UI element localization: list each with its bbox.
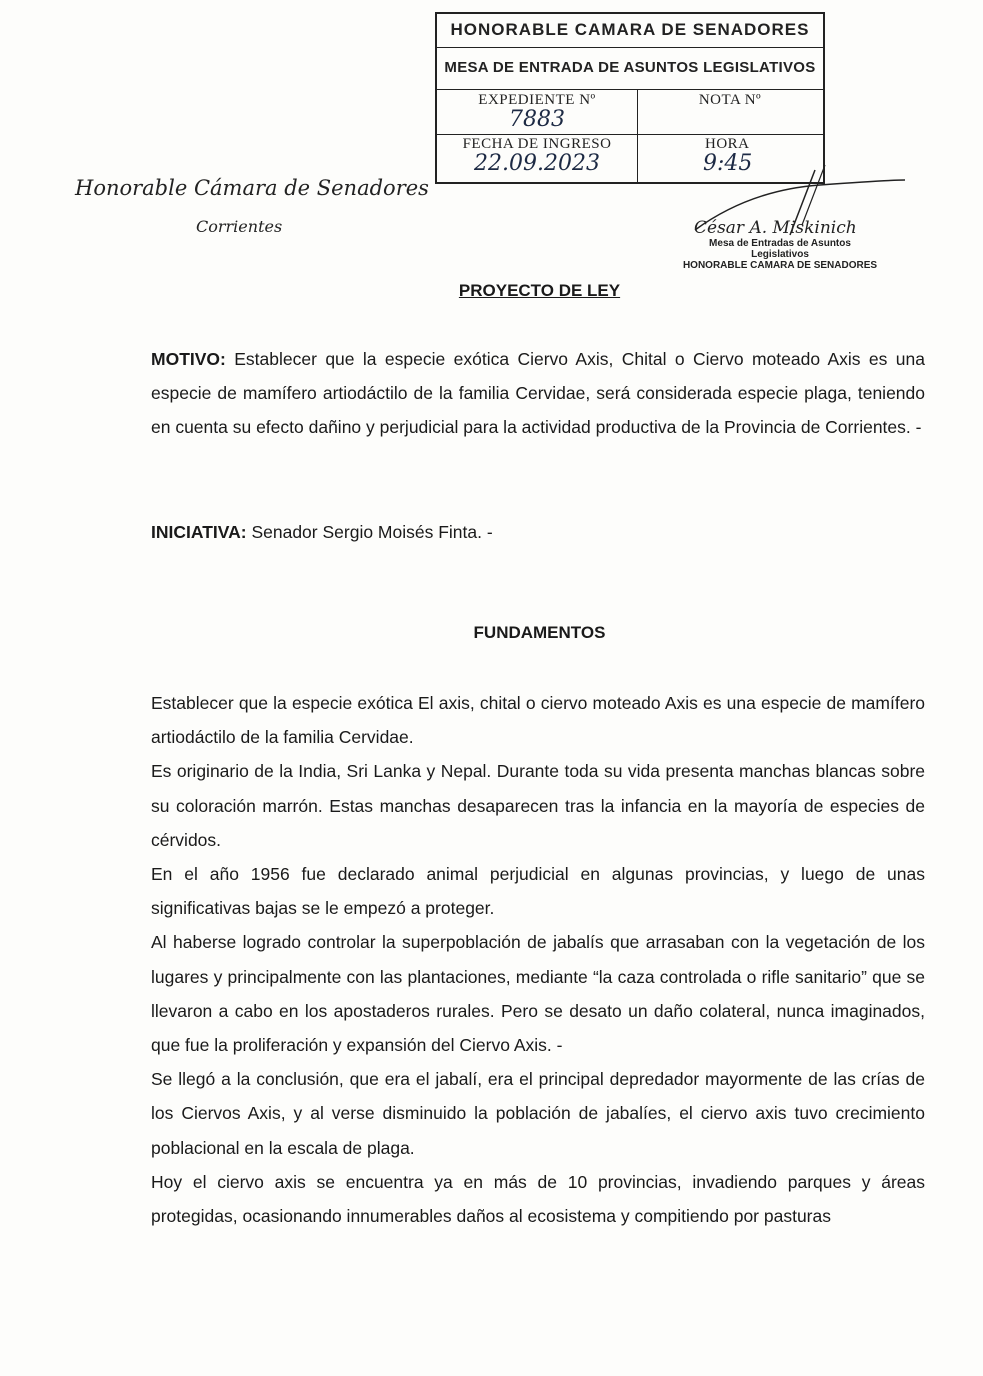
iniciativa-paragraph: [151, 515, 925, 549]
fecha-label: FECHA DE INGRESO: [462, 136, 612, 152]
fundamentos-body: [151, 686, 925, 1233]
stamp-title: HONORABLE CAMARA DE SENADORES: [437, 14, 823, 48]
fundamentos-paragraph: Hoy el ciervo axis se encuentra ya en más de 10 provincias, invadiendo parques y áreas protegidas, ocasionando innumerables daños al ecosistema y compitiendo por pasturas: [151, 1171, 925, 1227]
signature-name: César A. Miskinich: [694, 218, 857, 238]
hora-value: 9:45: [703, 151, 753, 176]
nota-cell: [637, 90, 823, 134]
fundamentos-paragraph: Es originario de la India, Sri Lanka y Nepal. Durante toda su vida presenta manchas blancas sobre su coloración marrón. Estas manchas desaparecen tras la infancia en la mayoría de especies de cérvidos.: [151, 761, 925, 850]
letterhead-province: Corrientes: [196, 217, 283, 236]
motivo-text: Establecer que la especie exótica Ciervo Axis, Chital o Ciervo moteado Axis es una especie de mamífero artiodáctilo de la familia Cervidae, será considerada especie plaga, teniendo en cuenta su efecto dañino y perjudicial para la actividad productiva de la Provincia de Corrientes. -: [151, 349, 925, 438]
signature-role-2: Legislativos: [751, 249, 809, 260]
nota-label: NOTA Nº: [698, 92, 762, 108]
expediente-label: EXPEDIENTE Nº: [478, 92, 596, 108]
fundamentos-paragraph: Establecer que la especie exótica El axis, chital o ciervo moteado Axis es una especie de mamífero artiodáctilo de la familia Cervidae.: [151, 693, 925, 748]
hora-label: HORA: [705, 136, 750, 152]
fundamentos-paragraph: En el año 1956 fue declarado animal perjudicial en algunas provincias, y luego de unas significativas bajas se le empezó a proteger.: [151, 864, 925, 919]
fundamentos-title: FUNDAMENTOS: [473, 623, 606, 642]
signature-block: [680, 218, 880, 271]
stamp-subtitle: MESA DE ENTRADA DE ASUNTOS LEGISLATIVOS: [437, 48, 823, 90]
motivo-label: MOTIVO:: [151, 349, 226, 369]
fecha-value: 22.09.2023: [474, 151, 600, 176]
iniciativa-label: INICIATIVA:: [151, 522, 247, 542]
expediente-value: 7883: [509, 107, 565, 132]
fecha-cell: [437, 134, 637, 182]
fundamentos-paragraph: Al haberse logrado controlar la superpoblación de jabalís que arrasaban con la vegetación de los lugares y principalmente con las plantaciones, mediante “la caza controlada o rifle sanitario” que se llevaron a cabo en los apostaderos rurales. Pero se desato un daño colateral, nunca imaginados, que fue la proliferación y expansión del Ciervo Axis. -: [151, 932, 925, 1056]
signature-role-3: HONORABLE CAMARA DE SENADORES: [682, 260, 878, 271]
expediente-cell: [437, 90, 637, 134]
iniciativa-text: Senador Sergio Moisés Finta. -: [246, 522, 493, 542]
motivo-paragraph: [151, 342, 925, 445]
fundamentos-paragraph: Se llegó a la conclusión, que era el jabalí, era el principal depredador mayormente de las crías de los Ciervos Axis, y al verse disminuido la población de jabalíes, el ciervo axis tuvo crecimiento poblacional en la escala de plaga.: [151, 1069, 925, 1158]
signature-role-1: Mesa de Entradas de Asuntos: [709, 238, 851, 249]
letterhead-chamber: Honorable Cámara de Senadores: [75, 176, 429, 200]
document-title: PROYECTO DE LEY: [458, 281, 621, 300]
